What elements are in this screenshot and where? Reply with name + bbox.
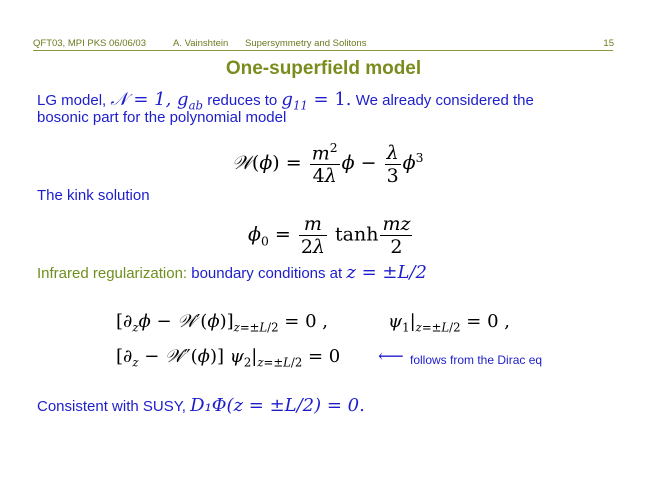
intro-text-c: We already considered the: [351, 92, 534, 109]
left-arrow-icon: ⟵: [378, 346, 404, 367]
dirac-note: follows from the Dirac eq: [410, 353, 543, 367]
kink-equation: $\phi_0$ = $\frac{m}{2\lambda}$ tanh $\frac{mz}{2}$: [248, 213, 411, 258]
susy-text: Consistent with SUSY,: [37, 398, 191, 415]
ir-boundary-text: boundary conditions at: [191, 265, 347, 282]
susy-math: D₁Φ(z = ±L/2) = 0.: [190, 395, 365, 416]
frac-lambda-3: $\frac{\lambda}{3}$: [386, 141, 399, 187]
intro-text-b: reduces to: [203, 92, 282, 109]
intro-text-a: LG model,: [37, 92, 111, 109]
frac-m2-4lambda: $\frac{m^2}{4\lambda}$: [311, 141, 338, 188]
ir-label: Infrared regularization:: [37, 265, 192, 282]
intro-math-gab: $g_{ab}$: [177, 89, 204, 113]
header-author: A. Vainshtein: [173, 38, 229, 49]
page-number: 15: [603, 38, 614, 49]
boundary-eq-2: $\psi_1|_{z=\pm L/2} = 0$ ,: [388, 311, 510, 335]
ir-regularization-line: [37, 262, 427, 283]
frac-m-2lambda: $\frac{m}{2\lambda}$: [300, 213, 325, 258]
intro-math-n: 𝒩 = 1,: [110, 89, 178, 110]
intro-line-2: bosonic part for the polynomial model: [37, 109, 287, 126]
header-event: QFT03, MPI PKS 06/06/03: [33, 38, 146, 49]
header-rule: [33, 50, 613, 51]
header-topic: Supersymmetry and Solitons: [245, 38, 367, 49]
boundary-eq-3: [$\partial_z$ − 𝒲″(ϕ)] $\psi_2|_{z=\pm L/2} = 0$: [116, 346, 341, 370]
frac-mz-2: $\frac{mz}{2}$: [382, 213, 411, 258]
susy-consistency-line: [37, 395, 365, 416]
intro-math-g11: $g_{11} = 1$.: [281, 89, 352, 113]
ir-math: z = ±L/2: [346, 262, 427, 283]
superpotential-equation: 𝒲(ϕ) = $\frac{m^2}{4\lambda}$ ϕ − $\frac{\lambda}{3}$ $\phi^3$: [232, 141, 424, 188]
slide-title: One-superfield model: [225, 58, 422, 79]
boundary-eq-1: [$\partial_z\phi$ − $𝒲'(\phi)]_{z=\pm L/2} = 0$ ,: [116, 311, 328, 335]
kink-solution-label: The kink solution: [37, 187, 150, 204]
